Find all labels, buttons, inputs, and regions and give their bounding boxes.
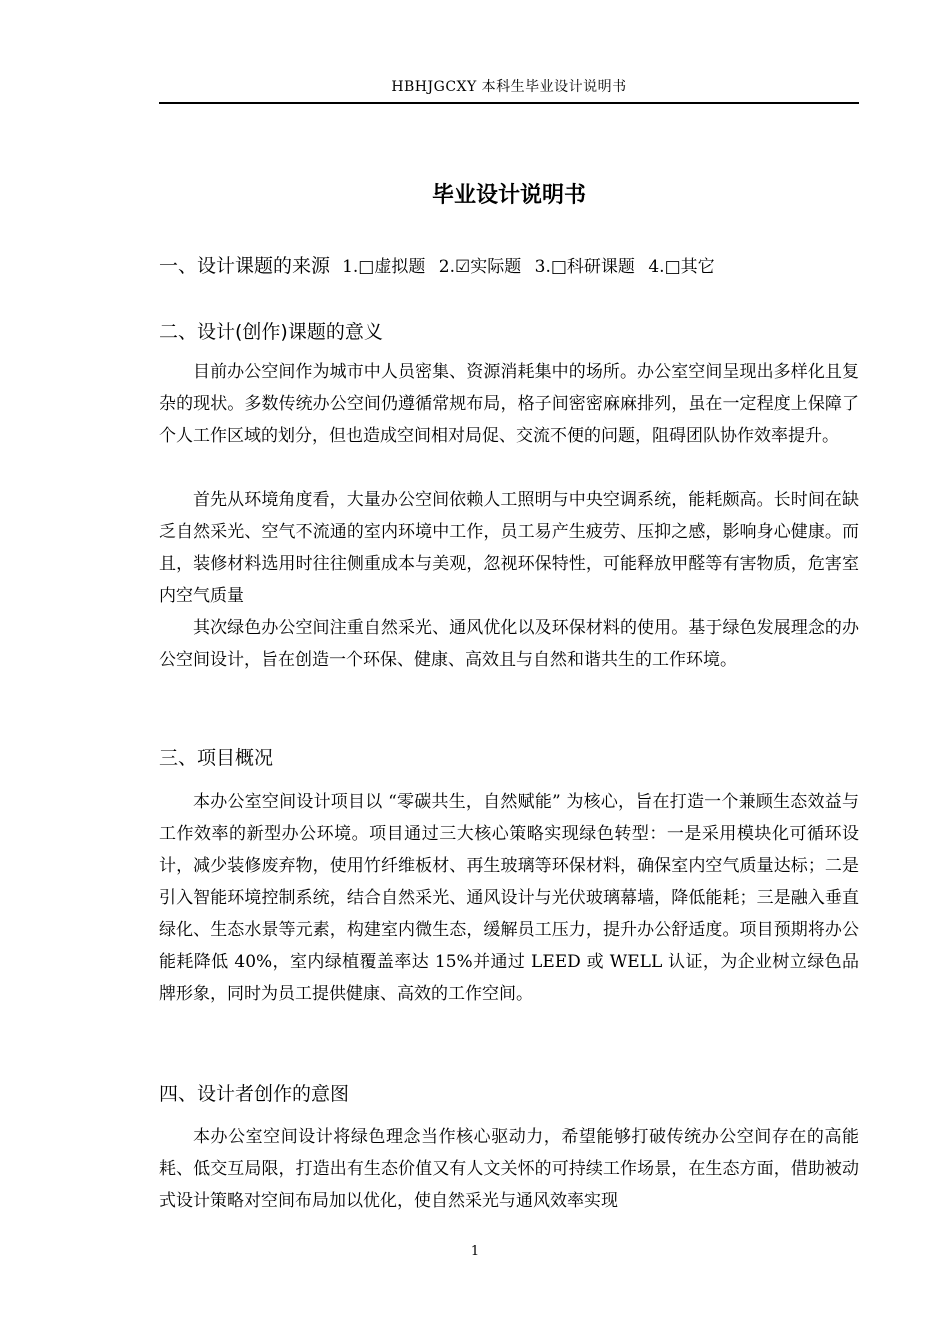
page-header [159, 76, 859, 104]
option-actual: 2.☑实际题 [438, 257, 522, 277]
section-1 [159, 252, 859, 281]
section-2-heading: 二、设计(创作)课题的意义 [159, 321, 383, 343]
header-text: HBHJGCXY 本科生毕业设计说明书 [391, 79, 627, 95]
section-4-paragraph: 本办公室空间设计将绿色理念当作核心驱动力，希望能够打破传统办公空间存在的高能耗、低交互局限，打造出有生态价值又有人文关怀的可持续工作场景，在生态方面，借助被动式设计策略对空间布局加以优化，使自然采光与通风效率实现 [159, 1127, 859, 1211]
section-2-paragraph: 其次绿色办公空间注重自然采光、通风优化以及环保材料的使用。基于绿色发展理念的办公空间设计，旨在创造一个环保、健康、高效且与自然和谐共生的工作环境。 [159, 618, 859, 670]
section-4-heading: 四、设计者创作的意图 [159, 1083, 350, 1105]
section-3-heading: 三、项目概况 [159, 747, 274, 769]
option-research: 3.□科研课题 [534, 257, 635, 277]
page-number: 1 [470, 1244, 480, 1259]
option-other: 4.□其它 [648, 257, 715, 277]
document-title: 毕业设计说明书 [431, 183, 586, 208]
topic-source-options [342, 257, 723, 277]
section-2-paragraph: 目前办公空间作为城市中人员密集、资源消耗集中的场所。办公室空间呈现出多样化且复杂的现状。多数传统办公空间仍遵循常规布局，格子间密密麻麻排列，虽在一定程度上保障了个人工作区域的划分，但也造成空间相对局促、交流不便的问题，阻碍团队协作效率提升。 [159, 362, 859, 446]
section-2-paragraph: 首先从环境角度看，大量办公空间依赖人工照明与中央空调系统，能耗颇高。长时间在缺乏自然采光、空气不流通的室内环境中工作，员工易产生疲劳、压抑之感，影响身心健康。而且，装修材料选用时往往侧重成本与美观，忽视环保特性，可能释放甲醛等有害物质，危害室内空气质量 [159, 490, 859, 606]
section-3-paragraph: 本办公室空间设计项目以 “零碳共生，自然赋能” 为核心，旨在打造一个兼顾生态效益与工作效率的新型办公环境。项目通过三大核心策略实现绿色转型：一是采用模块化可循环设计，减少装修废弃物，使用竹纤维板材、再生玻璃等环保材料，确保室内空气质量达标；二是引入智能环境控制系统，结合自然采光、通风设计与光伏玻璃幕墙，降低能耗；三是融入垂直绿化、生态水景等元素，构建室内微生态，缓解员工压力，提升办公舒适度。项目预期将办公能耗降低 40%，室内绿植覆盖率达 15%并通过 LEED 或 WELL 认证，为企业树立绿色品牌形象，同时为员工提供健康、高效的工作空间。 [159, 792, 859, 1004]
option-virtual: 1.□虚拟题 [342, 257, 426, 277]
section-1-heading: 一、设计课题的来源 [159, 255, 331, 277]
